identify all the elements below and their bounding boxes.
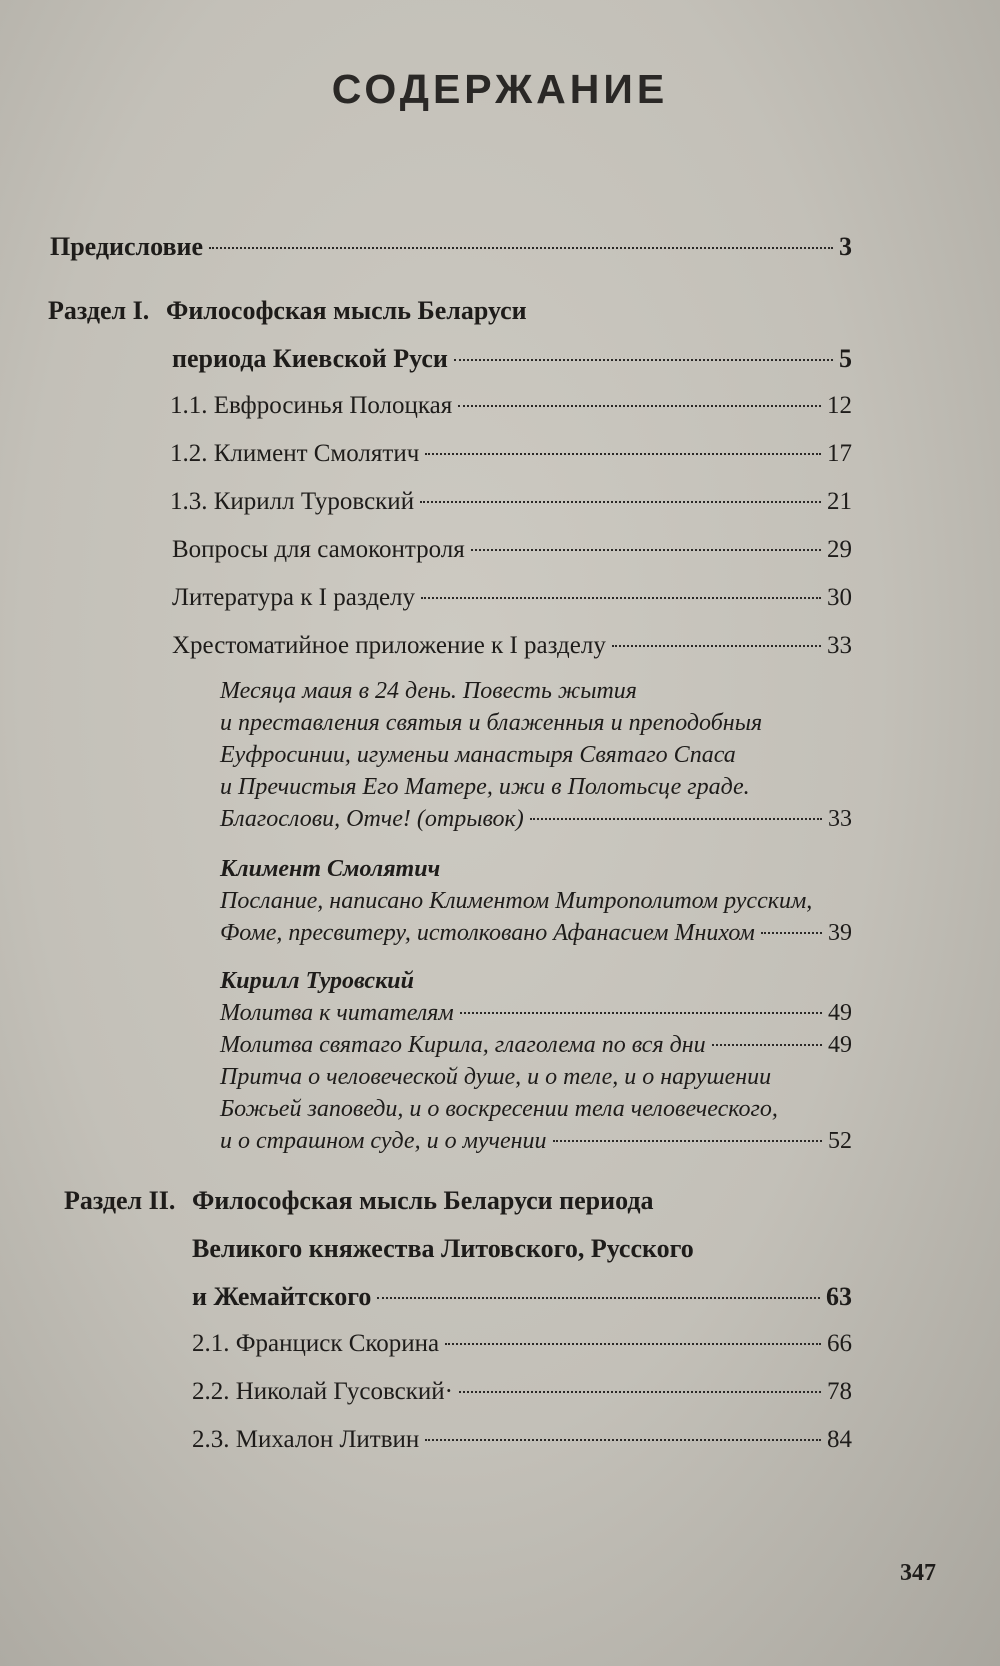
toc-page: 29 [827, 536, 852, 563]
toc-page: 30 [827, 584, 852, 611]
page-heading: СОДЕРЖАНИЕ [331, 66, 669, 112]
toc-page: 3 [839, 232, 852, 261]
toc-title: 1.2. Климент Смолятич [170, 440, 420, 467]
toc-page: 33 [828, 806, 852, 832]
section2-label: Раздел II. [64, 1186, 176, 1215]
toc-title: 2.2. Николай Гусовский· [192, 1378, 454, 1405]
toc-page: 39 [828, 920, 852, 946]
leader-dots [445, 1343, 821, 1345]
toc-title: Хрестоматийное приложение к I разделу [172, 632, 606, 659]
leader-dots [460, 1012, 822, 1014]
leader-dots [377, 1297, 820, 1299]
toc-entry-reader3-1 [220, 1000, 852, 1027]
leader-dots [458, 405, 821, 407]
leader-dots [459, 1391, 821, 1393]
toc-title: 1.3. Кирилл Туровский [170, 488, 415, 515]
leader-dots [425, 453, 821, 455]
reader-entry1-line: и Пречистыя Его Матере, ижи в Полотьсце граде. [220, 774, 750, 800]
reader-entry1-line: Еуфросинии, игуменьи манастыря Святаго Спаса [220, 742, 736, 768]
toc-entry-reader1 [220, 806, 852, 833]
toc-title: Вопросы для самоконтроля [172, 536, 465, 563]
toc-page: 78 [827, 1378, 852, 1405]
toc-title: 2.3. Михалон Литвин [192, 1426, 420, 1453]
leader-dots [209, 247, 833, 249]
toc-entry-section1 [172, 344, 852, 374]
toc-page: 17 [827, 440, 852, 467]
toc-title: Благослови, Отче! (отрывок) [220, 806, 524, 832]
section2-title-line2: Великого княжества Литовского, Русского [192, 1234, 694, 1263]
toc-entry-preface [50, 232, 852, 262]
toc-entry-reader3-2 [220, 1032, 852, 1059]
leader-dots [420, 501, 821, 503]
toc-title: периода Киевской Руси [172, 344, 448, 373]
leader-dots [612, 645, 821, 647]
toc-page: 12 [827, 392, 852, 419]
toc-entry-2-2 [192, 1378, 852, 1406]
toc-entry-1-3 [170, 488, 852, 516]
section2-title-line1: Философская мысль Беларуси периода [192, 1186, 654, 1215]
toc-entry-2-1 [192, 1330, 852, 1358]
section1-label: Раздел I. [48, 296, 150, 325]
toc-page: 84 [827, 1426, 852, 1453]
toc-page: 49 [828, 1032, 852, 1058]
toc-entry-literature [172, 584, 852, 612]
reader-entry1-line: и преставления святыя и блаженныя и преподобныя [220, 710, 763, 736]
toc-page: 49 [828, 1000, 852, 1026]
leader-dots [712, 1044, 822, 1046]
toc-title: Молитва святаго Кирила, глаголема по вся дни [220, 1032, 706, 1058]
leader-dots [530, 818, 822, 820]
toc-title: Предисловие [50, 232, 204, 261]
reader-entry3-line: Божьей заповеди, и о воскресении тела человеческого, [220, 1096, 778, 1122]
toc-title: Фоме, пресвитеру, истолковано Афанасием Мнихом [220, 920, 755, 946]
toc-entry-2-3 [192, 1426, 852, 1454]
toc-entry-reader3-3 [220, 1128, 852, 1155]
reader-entry2-line: Послание, написано Климентом Митрополитом русским, [220, 888, 813, 914]
reader-entry2-author: Климент Смолятич [220, 856, 441, 882]
toc-title: Литература к I разделу [172, 584, 416, 611]
toc-title: Молитва к читателям [220, 1000, 454, 1026]
reader-entry3-author: Кирилл Туровский [220, 968, 414, 994]
toc-title: и о страшном суде, и о мучении [220, 1128, 547, 1154]
reader-entry3-line: Притча о человеческой душе, и о теле, и о нарушении [220, 1064, 772, 1090]
toc-title: 1.1. Евфросинья Полоцкая [170, 392, 453, 419]
leader-dots [761, 932, 822, 934]
toc-entry-1-1 [170, 392, 852, 420]
toc-page: 52 [828, 1128, 852, 1154]
leader-dots [425, 1439, 821, 1441]
leader-dots [454, 359, 833, 361]
section1-title-line1: Философская мысль Беларуси [166, 296, 527, 325]
toc-title: 2.1. Франциск Скорина [192, 1330, 440, 1357]
toc-page: 63 [826, 1282, 852, 1311]
toc-title: и Жемайтского [192, 1282, 372, 1311]
toc-entry-1-2 [170, 440, 852, 468]
toc-page: 33 [827, 632, 852, 659]
toc-entry-reader [172, 632, 852, 660]
toc-page: 21 [827, 488, 852, 515]
toc-entry-questions [172, 536, 852, 564]
reader-entry1-line: Месяца маия в 24 день. Повесть жытия [220, 678, 637, 704]
toc-entry-reader2 [220, 920, 852, 947]
leader-dots [471, 549, 821, 551]
toc-page: 5 [839, 344, 852, 373]
toc-page: 66 [827, 1330, 852, 1357]
toc-entry-section2 [192, 1282, 852, 1312]
leader-dots [553, 1140, 822, 1142]
page-number: 347 [900, 1560, 936, 1586]
leader-dots [421, 597, 821, 599]
